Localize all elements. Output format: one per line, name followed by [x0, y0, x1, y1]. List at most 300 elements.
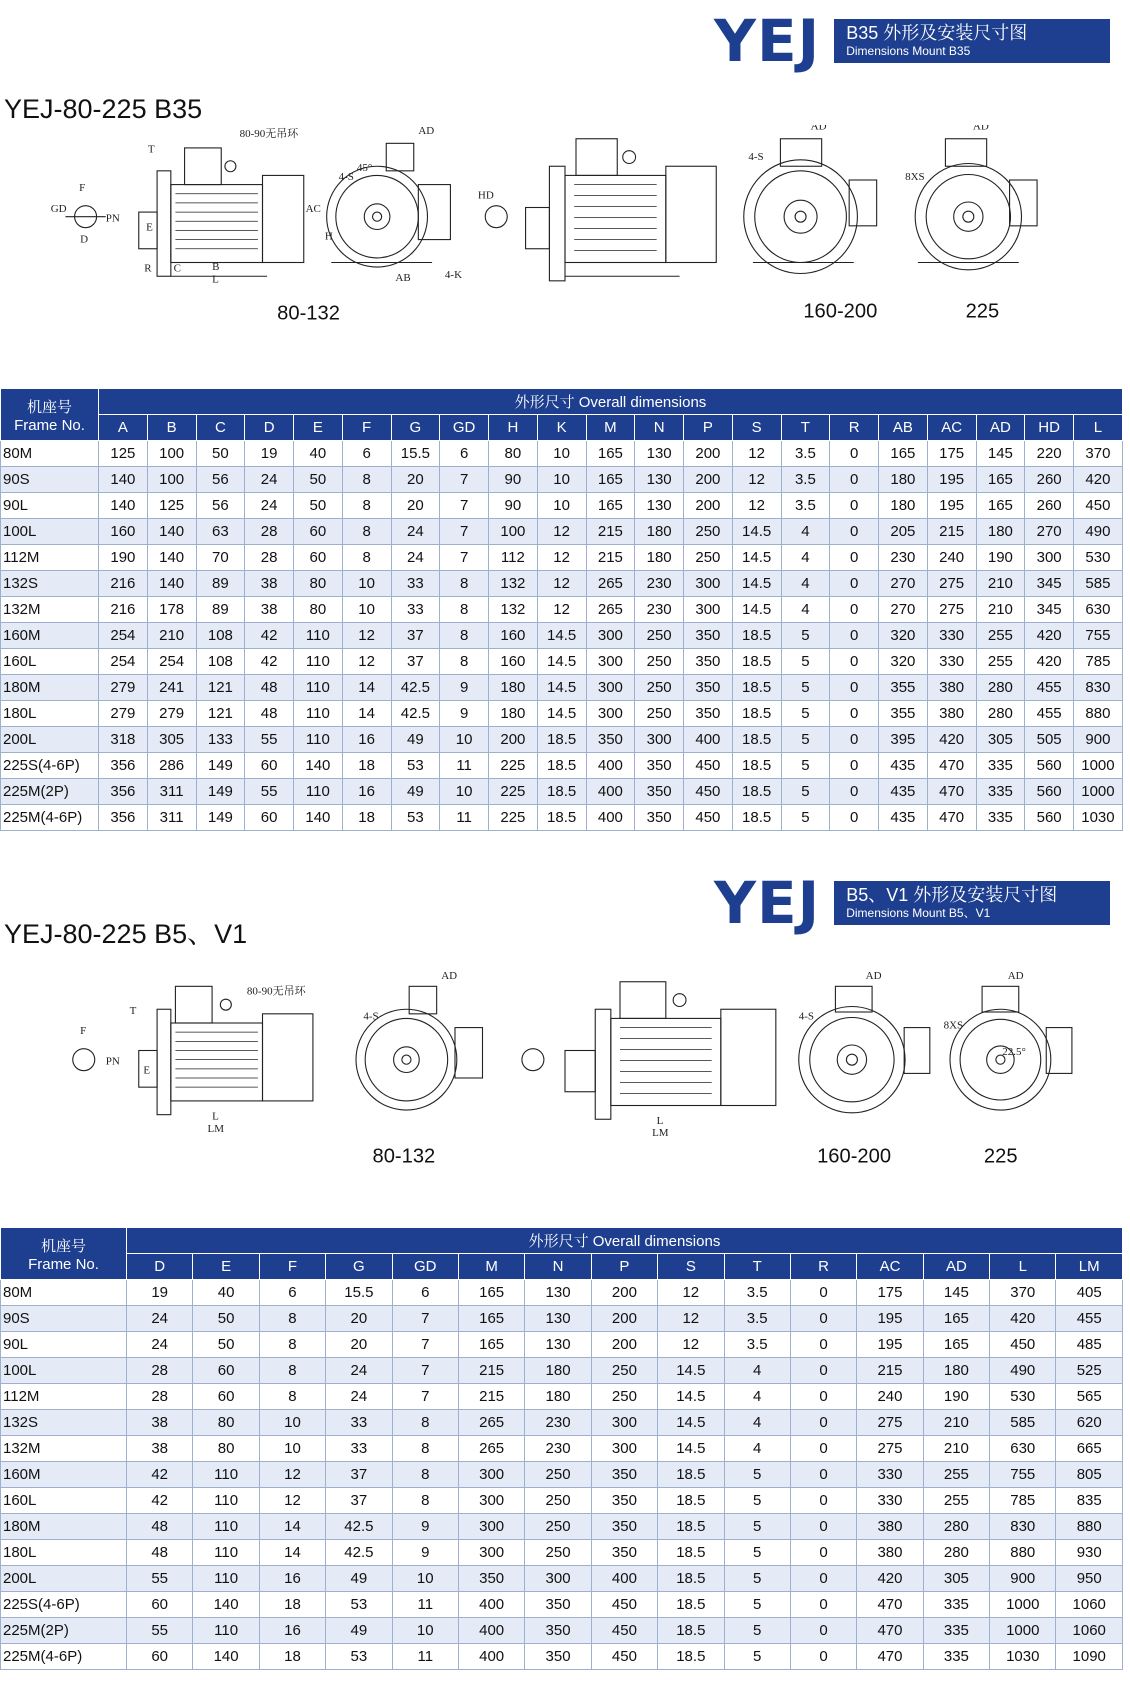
dimension-cell: 42: [127, 1488, 193, 1514]
dimension-cell: 380: [857, 1540, 923, 1566]
table-row: [1, 493, 1123, 519]
table-row: [1, 1436, 1123, 1462]
dimension-cell: 42.5: [326, 1540, 392, 1566]
dimension-cell: 450: [990, 1332, 1056, 1358]
dimension-cell: 350: [635, 753, 684, 779]
dimension-cell: 300: [586, 701, 635, 727]
dimension-cell: 275: [927, 597, 976, 623]
dimension-cell: 12: [342, 623, 391, 649]
dimension-cell: 4: [781, 597, 830, 623]
dimension-cell: 311: [147, 805, 196, 831]
dimension-cell: 455: [1025, 675, 1074, 701]
dim-label-t: T: [129, 1004, 137, 1017]
dimension-cell: 10: [440, 727, 489, 753]
dimension-cell: 33: [391, 571, 440, 597]
dimension-cell: 110: [193, 1462, 259, 1488]
dim-label-hd: HD: [477, 189, 494, 202]
dimension-cell: 7: [392, 1306, 458, 1332]
dimension-cell: 8: [392, 1488, 458, 1514]
dimension-cell: 286: [147, 753, 196, 779]
brand-logo: YEJ: [714, 7, 821, 75]
dimension-cell: 53: [326, 1592, 392, 1618]
column-header: LM: [1056, 1254, 1122, 1280]
dimension-cell: 225: [489, 753, 538, 779]
dimension-cell: 435: [879, 753, 928, 779]
dimension-cell: 355: [879, 701, 928, 727]
dimension-cell: 1000: [1074, 753, 1123, 779]
dimension-cell: 165: [458, 1280, 524, 1306]
dimension-cell: 565: [1056, 1384, 1122, 1410]
dimension-cell: 254: [147, 649, 196, 675]
dim-label-f: F: [79, 182, 86, 194]
dimension-cell: 18.5: [658, 1618, 724, 1644]
frame-cell: 100L: [1, 1358, 127, 1384]
dimension-cell: 16: [259, 1566, 325, 1592]
dimension-cell: 10: [537, 467, 586, 493]
dimension-cell: 14: [342, 675, 391, 701]
frame-cell: 225M(2P): [1, 779, 99, 805]
frame-cell: 180L: [1, 701, 99, 727]
frame-cell: 225M(2P): [1, 1618, 127, 1644]
dimension-cell: 0: [830, 597, 879, 623]
frame-cell: 225S(4-6P): [1, 1592, 127, 1618]
dimension-cell: 100: [147, 467, 196, 493]
dimension-cell: 4: [781, 545, 830, 571]
dimension-cell: 149: [196, 753, 245, 779]
dimension-cell: 311: [147, 779, 196, 805]
dimension-cell: 48: [127, 1514, 193, 1540]
dimension-cell: 56: [196, 493, 245, 519]
dimension-cell: 20: [326, 1332, 392, 1358]
dimension-cell: 130: [635, 493, 684, 519]
dimension-cell: 335: [976, 805, 1025, 831]
dimension-cell: 140: [147, 571, 196, 597]
dimension-cell: 665: [1056, 1436, 1122, 1462]
column-header: N: [635, 415, 684, 441]
dimension-cell: 420: [857, 1566, 923, 1592]
dimension-cell: 145: [976, 441, 1025, 467]
dimension-cell: 160: [99, 519, 148, 545]
dimension-cell: 5: [781, 779, 830, 805]
column-header: T: [724, 1254, 790, 1280]
dimension-cell: 24: [326, 1358, 392, 1384]
dimension-cell: 200: [684, 467, 733, 493]
dimension-cell: 110: [193, 1618, 259, 1644]
dimension-cell: 6: [440, 441, 489, 467]
tag-title-en: Dimensions Mount B35: [846, 44, 971, 58]
dimension-cell: 63: [196, 519, 245, 545]
dimension-cell: 9: [392, 1540, 458, 1566]
dimension-cell: 18.5: [658, 1592, 724, 1618]
dimension-cell: 755: [990, 1462, 1056, 1488]
dimension-cell: 350: [684, 623, 733, 649]
dimension-cell: 24: [245, 493, 294, 519]
dimension-cell: 28: [245, 519, 294, 545]
dimension-cell: 230: [879, 545, 928, 571]
dimension-cell: 255: [923, 1488, 989, 1514]
dimension-cell: 350: [591, 1462, 657, 1488]
dimensions-table-b5-v1: [0, 1227, 1123, 1670]
dimension-cell: 16: [342, 779, 391, 805]
dimension-cell: 165: [923, 1332, 989, 1358]
dimension-cell: 10: [342, 571, 391, 597]
brand-header-b5-v1: [714, 869, 1110, 937]
dimension-cell: 24: [391, 519, 440, 545]
dimension-cell: 0: [790, 1540, 856, 1566]
dimension-cell: 14: [342, 701, 391, 727]
dimension-cell: 80: [294, 571, 343, 597]
dimension-cell: 190: [976, 545, 1025, 571]
dim-label-gd: GD: [50, 203, 67, 216]
column-header: D: [245, 415, 294, 441]
dimension-cell: 0: [830, 805, 879, 831]
table-row: [1, 467, 1123, 493]
dimension-cell: 420: [927, 727, 976, 753]
dimension-cell: 5: [781, 805, 830, 831]
dimension-cell: 280: [923, 1540, 989, 1566]
dimension-cell: 12: [732, 493, 781, 519]
dimension-cell: 620: [1056, 1410, 1122, 1436]
dimension-cell: 140: [294, 805, 343, 831]
dimension-cell: 8: [342, 519, 391, 545]
dimension-cell: 5: [724, 1618, 790, 1644]
dimension-cell: 11: [440, 753, 489, 779]
table-row: [1, 753, 1123, 779]
dimension-cell: 250: [635, 623, 684, 649]
dimension-cell: 485: [1056, 1332, 1122, 1358]
dimension-cell: 280: [976, 701, 1025, 727]
dimension-cell: 12: [259, 1488, 325, 1514]
dimension-cell: 270: [879, 597, 928, 623]
dimension-cell: 14.5: [658, 1436, 724, 1462]
dimension-cell: 835: [1056, 1488, 1122, 1514]
dimension-cell: 300: [684, 571, 733, 597]
dimension-cell: 10: [342, 597, 391, 623]
tag-title-cn: B35 外形及安装尺寸图: [846, 23, 1028, 43]
size-label-225: 225: [983, 1145, 1018, 1168]
dimension-cell: 4: [724, 1410, 790, 1436]
dimension-cell: 300: [458, 1462, 524, 1488]
dimension-cell: 12: [537, 519, 586, 545]
dimension-cell: 0: [790, 1332, 856, 1358]
frame-cell: 112M: [1, 545, 99, 571]
table-row: [1, 1540, 1123, 1566]
dimension-cell: 270: [1025, 519, 1074, 545]
column-header: L: [1074, 415, 1123, 441]
frame-cell: 100L: [1, 519, 99, 545]
column-header: A: [99, 415, 148, 441]
dimension-cell: 10: [392, 1566, 458, 1592]
dimension-cell: 380: [927, 701, 976, 727]
dim-label-8xs: 8XS: [905, 171, 925, 183]
dimension-cell: 0: [790, 1436, 856, 1462]
table-row: [1, 1332, 1123, 1358]
dimension-cell: 42: [127, 1462, 193, 1488]
dimension-cell: 6: [259, 1280, 325, 1306]
dimension-cell: 49: [391, 779, 440, 805]
table-row: [1, 701, 1123, 727]
dimension-cell: 830: [990, 1514, 1056, 1540]
frame-cell: 132M: [1, 1436, 127, 1462]
dimension-cell: 5: [724, 1540, 790, 1566]
frame-cell: 132S: [1, 1410, 127, 1436]
dimension-cell: 216: [99, 597, 148, 623]
note-no-lifting-ring: 80-90无吊环: [246, 985, 306, 998]
dimension-cell: 89: [196, 597, 245, 623]
dimension-cell: 140: [99, 493, 148, 519]
dimension-cell: 180: [976, 519, 1025, 545]
dimension-cell: 5: [781, 753, 830, 779]
frame-cell: 225S(4-6P): [1, 753, 99, 779]
dimension-cell: 165: [458, 1306, 524, 1332]
frame-cell: 160L: [1, 649, 99, 675]
dim-label-f: F: [80, 1025, 87, 1037]
dimension-cell: 400: [458, 1618, 524, 1644]
dimension-cell: 255: [976, 649, 1025, 675]
table-row: [1, 1566, 1123, 1592]
dimension-cell: 470: [927, 805, 976, 831]
dimension-cell: 216: [99, 571, 148, 597]
dimension-cell: 37: [391, 649, 440, 675]
dimension-cell: 335: [976, 753, 1025, 779]
frame-header-en: Frame No.: [28, 1255, 99, 1273]
dimension-cell: 900: [990, 1566, 1056, 1592]
dimension-cell: 370: [1074, 441, 1123, 467]
dimension-cell: 18.5: [732, 753, 781, 779]
dimension-cell: 350: [525, 1592, 591, 1618]
dim-label-8xs: 8XS: [943, 1019, 964, 1032]
dimension-cell: 5: [781, 623, 830, 649]
dimension-cell: 300: [525, 1566, 591, 1592]
frame-cell: 180M: [1, 675, 99, 701]
dim-label-ab: AB: [395, 271, 411, 284]
dimension-cell: 55: [127, 1566, 193, 1592]
dimension-cell: 380: [857, 1514, 923, 1540]
dimension-cell: 33: [326, 1436, 392, 1462]
dimension-cell: 11: [440, 805, 489, 831]
dimension-cell: 9: [440, 675, 489, 701]
dimension-cell: 335: [923, 1618, 989, 1644]
dim-label-4s-2: 4-S: [748, 150, 764, 163]
table-row: [1, 1358, 1123, 1384]
table-row: [1, 623, 1123, 649]
column-header: AD: [923, 1254, 989, 1280]
dimension-cell: 250: [591, 1358, 657, 1384]
dimension-cell: 0: [790, 1358, 856, 1384]
dimension-cell: 110: [294, 649, 343, 675]
frame-header-cn: 机座号: [40, 1237, 86, 1255]
dimension-cell: 215: [927, 519, 976, 545]
dimension-cell: 14.5: [732, 519, 781, 545]
dimension-cell: 1090: [1056, 1644, 1122, 1670]
dimension-cell: 305: [976, 727, 1025, 753]
dimension-cell: 420: [1074, 467, 1123, 493]
dimension-cell: 265: [458, 1436, 524, 1462]
column-header: GD: [440, 415, 489, 441]
dimension-cell: 0: [830, 623, 879, 649]
table-row: [1, 649, 1123, 675]
dimension-cell: 560: [1025, 805, 1074, 831]
dimension-cell: 280: [976, 675, 1025, 701]
dimension-cell: 8: [440, 649, 489, 675]
dimension-cell: 12: [658, 1332, 724, 1358]
dimension-cell: 356: [99, 805, 148, 831]
column-header: AC: [927, 415, 976, 441]
dimension-cell: 49: [326, 1566, 392, 1592]
dimension-cell: 160: [489, 623, 538, 649]
dimension-cell: 280: [923, 1514, 989, 1540]
dimension-cell: 305: [923, 1566, 989, 1592]
dim-label-l: L: [212, 1110, 219, 1123]
dimension-cell: 60: [294, 519, 343, 545]
dim-label-ad: AD: [441, 970, 458, 982]
dimension-cell: 80: [294, 597, 343, 623]
group-header: 外形尺寸 Overall dimensions: [127, 1228, 1123, 1254]
dimension-cell: 9: [392, 1514, 458, 1540]
dimension-cell: 950: [1056, 1566, 1122, 1592]
dim-label-pn: PN: [105, 212, 120, 225]
dimension-cell: 5: [724, 1462, 790, 1488]
dimension-cell: 210: [147, 623, 196, 649]
dimension-cell: 60: [193, 1358, 259, 1384]
brand-tag: [834, 881, 1110, 925]
dimension-cell: 14.5: [537, 623, 586, 649]
dimension-cell: 7: [392, 1384, 458, 1410]
dim-label-e: E: [146, 221, 153, 234]
dim-label-b: B: [212, 260, 220, 273]
dimension-cell: 195: [927, 467, 976, 493]
dimension-cell: 42.5: [326, 1514, 392, 1540]
dimension-cell: 180: [923, 1358, 989, 1384]
dimension-cell: 7: [440, 519, 489, 545]
dimension-cell: 130: [525, 1332, 591, 1358]
dimension-cell: 18.5: [537, 753, 586, 779]
dimension-cell: 19: [245, 441, 294, 467]
dimension-cell: 165: [976, 467, 1025, 493]
dimension-cell: 250: [525, 1514, 591, 1540]
dimension-cell: 130: [635, 441, 684, 467]
dimension-cell: 0: [830, 467, 879, 493]
dimension-cell: 145: [923, 1280, 989, 1306]
dimension-cell: 900: [1074, 727, 1123, 753]
dimension-cell: 11: [392, 1592, 458, 1618]
section-title-b35: YEJ-80-225 B35: [4, 94, 203, 124]
dimension-cell: 254: [99, 649, 148, 675]
dimension-cell: 12: [537, 545, 586, 571]
dimension-cell: 38: [127, 1410, 193, 1436]
dim-label-c: C: [173, 262, 181, 275]
column-header: L: [990, 1254, 1056, 1280]
dimension-cell: 215: [586, 519, 635, 545]
dimension-cell: 18.5: [658, 1566, 724, 1592]
dimension-cell: 18: [259, 1644, 325, 1670]
dimension-cell: 125: [99, 441, 148, 467]
dimension-cell: 335: [923, 1644, 989, 1670]
dimension-cell: 10: [259, 1410, 325, 1436]
dimension-cell: 8: [259, 1306, 325, 1332]
dimension-cell: 50: [294, 493, 343, 519]
dimension-cell: 210: [976, 597, 1025, 623]
column-headers: [1, 1254, 1123, 1280]
dimension-cell: 110: [193, 1514, 259, 1540]
frame-cell: 180L: [1, 1540, 127, 1566]
size-label-225: 225: [965, 300, 1000, 323]
frame-cell: 90S: [1, 1306, 127, 1332]
brand-header-b35: [714, 7, 1110, 75]
frame-cell: 160M: [1, 1462, 127, 1488]
table-row: [1, 571, 1123, 597]
table-row: [1, 545, 1123, 571]
dimension-cell: 130: [525, 1306, 591, 1332]
dimension-cell: 350: [591, 1488, 657, 1514]
frame-header-en: Frame No.: [14, 416, 85, 434]
dimension-cell: 130: [525, 1280, 591, 1306]
dimension-cell: 110: [294, 779, 343, 805]
dimension-cell: 350: [591, 1540, 657, 1566]
dimension-cell: 279: [99, 701, 148, 727]
dimension-cell: 18.5: [658, 1462, 724, 1488]
dimension-cell: 80: [193, 1436, 259, 1462]
dimension-cell: 56: [196, 467, 245, 493]
dimension-cell: 190: [923, 1384, 989, 1410]
dimension-cell: 24: [127, 1332, 193, 1358]
dimension-cell: 225: [489, 805, 538, 831]
dimension-cell: 38: [245, 571, 294, 597]
dimension-cell: 350: [586, 727, 635, 753]
dimension-cell: 250: [684, 545, 733, 571]
dimension-cell: 10: [537, 493, 586, 519]
dimension-cell: 450: [1074, 493, 1123, 519]
dimension-cell: 300: [591, 1436, 657, 1462]
dimension-cell: 5: [781, 727, 830, 753]
dimension-cell: 0: [830, 675, 879, 701]
dimension-cell: 14.5: [732, 597, 781, 623]
dimension-cell: 400: [586, 753, 635, 779]
dimension-cell: 435: [879, 805, 928, 831]
dimension-cell: 300: [591, 1410, 657, 1436]
dim-label-r: R: [144, 262, 152, 275]
dimension-cell: 490: [990, 1358, 1056, 1384]
dimension-cell: 335: [923, 1592, 989, 1618]
dimension-cell: 420: [1025, 649, 1074, 675]
dimension-cell: 18: [342, 805, 391, 831]
dimension-cell: 10: [440, 779, 489, 805]
dimension-cell: 8: [392, 1436, 458, 1462]
dimension-cell: 90: [489, 467, 538, 493]
dimension-cell: 60: [245, 805, 294, 831]
dimension-cell: 335: [976, 779, 1025, 805]
dimension-cell: 110: [294, 675, 343, 701]
dimension-cell: 175: [927, 441, 976, 467]
dimension-cell: 37: [326, 1488, 392, 1514]
column-header: AC: [857, 1254, 923, 1280]
dimension-cell: 4: [781, 519, 830, 545]
dimension-cell: 230: [635, 571, 684, 597]
column-header: B: [147, 415, 196, 441]
column-header: K: [537, 415, 586, 441]
dimension-cell: 630: [1074, 597, 1123, 623]
dimension-cell: 3.5: [724, 1332, 790, 1358]
dimension-cell: 8: [440, 597, 489, 623]
dimension-cell: 90: [489, 493, 538, 519]
technical-drawing-b5-v1: [0, 968, 1130, 1188]
dimension-cell: 49: [391, 727, 440, 753]
dimension-cell: 250: [525, 1488, 591, 1514]
dimension-cell: 0: [790, 1514, 856, 1540]
frame-cell: 160L: [1, 1488, 127, 1514]
dimension-cell: 38: [127, 1436, 193, 1462]
dimension-cell: 12: [259, 1462, 325, 1488]
